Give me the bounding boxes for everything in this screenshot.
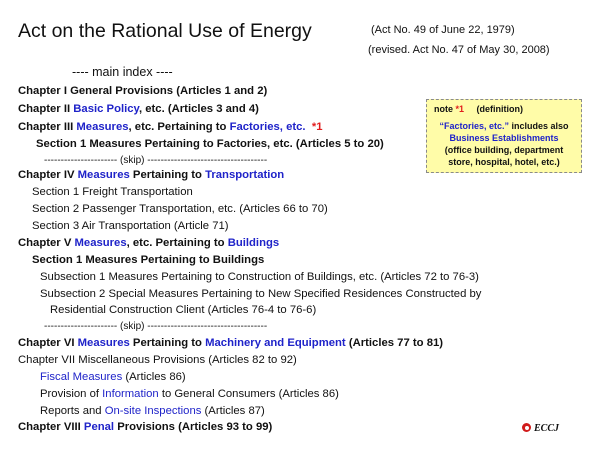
chapter-7: Chapter VII Miscellaneous Provisions (Articles 82 to 92): [18, 354, 297, 366]
chapter-4: [18, 168, 284, 182]
chapter-2-label: Chapter II: [18, 103, 74, 115]
note-term: “Factories, etc.”: [439, 121, 509, 131]
main-index-heading: ---- main index ----: [72, 65, 173, 79]
chapter-8-label: Chapter VIII: [18, 421, 84, 433]
chapter-3-label: Chapter III: [18, 121, 77, 133]
chapter-7-info-keyword: Information: [102, 388, 159, 400]
revision-note: (revised. Act No. 47 of May 30, 2008): [368, 44, 550, 56]
chapter-7-fiscal: [40, 370, 186, 384]
chapter-8: [18, 420, 272, 434]
chapter-6: [18, 336, 443, 350]
note-definition: (definition): [476, 104, 524, 114]
chapter-7-info-rest: to General Consumers (Articles 86): [158, 388, 339, 400]
chapter-6-articles: (Articles 77 to 81): [345, 337, 444, 349]
note-header: [434, 104, 581, 116]
chapter-4-section-1: Section 1 Freight Transportation: [32, 186, 193, 198]
chapter-5-keyword-measures: Measures: [74, 237, 127, 249]
chapter-5: [18, 236, 279, 250]
chapter-7-reports-rest: (Articles 87): [201, 405, 265, 417]
chapter-7-fiscal-keyword: Fiscal Measures: [40, 371, 123, 383]
note-business-establishments: Business Establishments: [449, 133, 559, 143]
skip-divider-2: ---------------------- (skip) ------------------------------------: [44, 321, 268, 332]
chapter-5-subsection-2-cont: Residential Construction Client (Articles 76-4 to 76-6): [50, 304, 317, 316]
chapter-8-rest: Provisions (Articles 93 to 99): [114, 421, 273, 433]
chapter-3-note-ref: *1: [311, 121, 323, 133]
chapter-3: [18, 120, 323, 134]
act-number: (Act No. 49 of June 22, 1979): [371, 24, 515, 36]
chapter-6-keyword-measures: Measures: [77, 337, 130, 349]
eccj-logo-icon: [522, 423, 531, 432]
chapter-2-keyword: Basic Policy: [73, 103, 139, 115]
chapter-7-fiscal-articles: (Articles 86): [122, 371, 186, 383]
chapter-5-rest: , etc. Pertaining to: [126, 237, 228, 249]
note-list-1: (office building, department: [444, 145, 564, 155]
skip-divider-1: ---------------------- (skip) ------------------------------------: [44, 155, 268, 166]
note-label: note: [434, 104, 456, 114]
chapter-4-label: Chapter IV: [18, 169, 78, 181]
eccj-logo: [522, 423, 559, 434]
chapter-7-reports-label: Reports and: [40, 405, 105, 417]
chapter-5-subsection-2: Subsection 2 Special Measures Pertaining to New Specified Residences Constructed by: [40, 288, 482, 300]
chapter-1: Chapter I General Provisions (Articles 1 and 2): [18, 85, 268, 97]
chapter-4-section-2: Section 2 Passenger Transportation, etc. (Articles 66 to 70): [32, 203, 328, 215]
chapter-4-keyword-transportation: Transportation: [205, 169, 285, 181]
eccj-logo-text: ECCJ: [534, 423, 560, 434]
definition-note-box: [426, 99, 582, 173]
note-list-2: store, hospital, hotel, etc.): [448, 157, 560, 167]
chapter-5-subsection-1: Subsection 1 Measures Pertaining to Construction of Buildings, etc. (Articles 72 to 76-3): [40, 271, 479, 283]
chapter-7-information: [40, 387, 339, 401]
chapter-6-label: Chapter VI: [18, 337, 78, 349]
note-includes: includes also: [509, 121, 569, 131]
chapter-2: [18, 102, 259, 116]
chapter-7-info-label: Provision of: [40, 388, 103, 400]
chapter-3-keyword-factories: Factories, etc.: [229, 121, 306, 133]
chapter-3-rest: , etc. Pertaining to: [128, 121, 230, 133]
chapter-7-reports-keyword: On-site Inspections: [104, 405, 202, 417]
chapter-3-section-1: Section 1 Measures Pertaining to Factories, etc. (Articles 5 to 20): [36, 138, 384, 150]
chapter-5-label: Chapter V: [18, 237, 75, 249]
chapter-4-keyword-measures: Measures: [77, 169, 130, 181]
chapter-3-keyword-measures: Measures: [76, 121, 129, 133]
chapter-6-keyword-machinery: Machinery and Equipment: [205, 337, 346, 349]
note-term-line: [427, 121, 581, 133]
note-mark: *1: [455, 104, 465, 114]
chapter-4-rest: Pertaining to: [129, 169, 206, 181]
chapter-2-rest: , etc. (Articles 3 and 4): [138, 103, 259, 115]
chapter-7-reports: [40, 404, 265, 418]
chapter-4-section-3: Section 3 Air Transportation (Article 71): [32, 220, 229, 232]
chapter-8-keyword-penal: Penal: [83, 421, 115, 433]
chapter-6-rest: Pertaining to: [129, 337, 206, 349]
chapter-5-section-1: Section 1 Measures Pertaining to Buildings: [32, 254, 265, 266]
chapter-5-keyword-buildings: Buildings: [227, 237, 280, 249]
page-title: Act on the Rational Use of Energy: [18, 20, 312, 42]
